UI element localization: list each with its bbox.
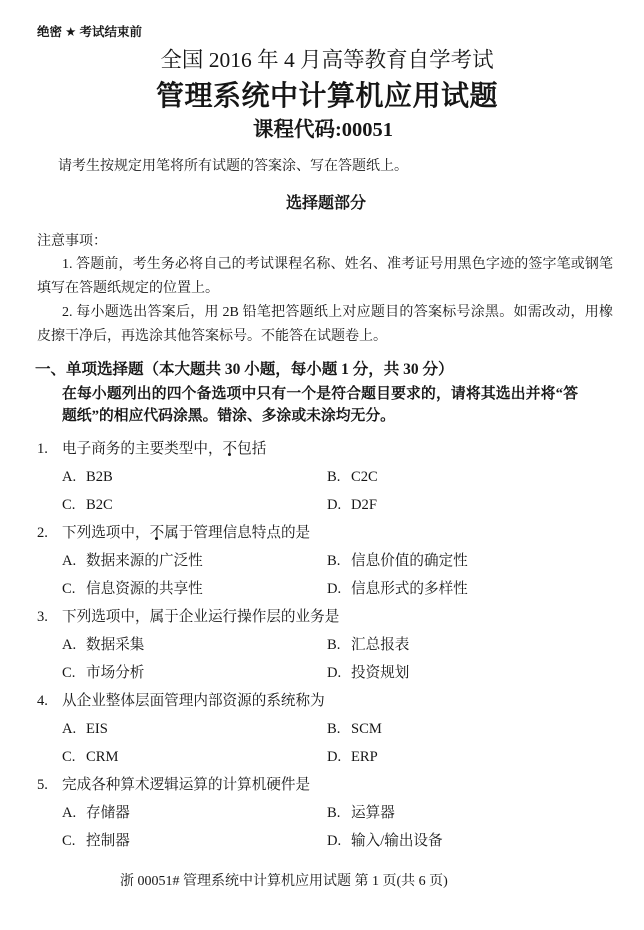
- option-b: [327, 547, 468, 575]
- part-title: 选择题部分: [285, 195, 366, 212]
- question-number: 5.: [37, 777, 48, 793]
- option-row: [37, 799, 607, 827]
- option-text: 汇总报表: [351, 637, 410, 653]
- stem-text: 完成各种算术逻辑运算的计算机硬件是: [62, 777, 311, 793]
- option-row: [37, 743, 607, 771]
- confidential-label: 绝密 ★ 考试结束前: [37, 25, 142, 39]
- question-number: 3.: [37, 609, 48, 625]
- option-row: [37, 827, 607, 855]
- answer-instruction: 请考生按规定用笔将所有试题的答案涂、写在答题纸上。: [58, 159, 408, 174]
- option-letter: A.: [62, 721, 77, 737]
- option-row: [37, 491, 607, 519]
- option-d: [327, 827, 443, 855]
- option-text: 控制器: [86, 833, 130, 849]
- option-row: [37, 631, 607, 659]
- option-text: 数据来源的广泛性: [86, 553, 203, 569]
- option-d: [327, 743, 378, 771]
- question-stem: [37, 519, 607, 547]
- question-3: [37, 603, 607, 687]
- option-d: [327, 659, 409, 687]
- option-row: [37, 575, 607, 603]
- stem-text: 下列选项中，: [62, 525, 150, 541]
- option-letter: B.: [327, 805, 341, 821]
- paper-title: 管理系统中计算机应用试题: [155, 80, 498, 111]
- option-a: [62, 799, 130, 827]
- option-letter: B.: [327, 469, 341, 485]
- notes-list: [37, 253, 613, 349]
- option-letter: A.: [62, 805, 77, 821]
- exam-title: 全国 2016 年 4 月高等教育自学考试: [160, 48, 494, 72]
- option-a: [62, 547, 203, 575]
- option-d: [327, 575, 468, 603]
- option-letter: A.: [62, 637, 77, 653]
- option-letter: C.: [62, 833, 76, 849]
- option-b: [327, 631, 409, 659]
- question-number: 1.: [37, 441, 48, 457]
- option-b: [327, 715, 382, 743]
- option-b: [327, 463, 378, 491]
- question-stem: [37, 771, 607, 799]
- stem-text: 属于管理信息特点的是: [164, 525, 311, 541]
- question-stem: [37, 687, 607, 715]
- option-letter: D.: [327, 749, 342, 765]
- option-text: 存储器: [86, 805, 130, 821]
- option-row: [37, 463, 607, 491]
- option-text: 输入/输出设备: [351, 833, 443, 849]
- option-text: 投资规划: [351, 665, 410, 681]
- stem-text: 电子商务的主要类型中，: [62, 441, 223, 457]
- course-code: 课程代码:00051: [252, 119, 394, 141]
- option-letter: C.: [62, 581, 76, 597]
- option-letter: B.: [327, 637, 341, 653]
- option-text: 市场分析: [86, 665, 145, 681]
- option-text: ERP: [351, 749, 378, 765]
- option-d: [327, 491, 377, 519]
- option-text: B2B: [86, 469, 113, 485]
- option-text: C2C: [351, 469, 378, 485]
- option-text: D2F: [351, 497, 377, 513]
- note-item: 1. 答题前，考生务必将自己的考试课程名称、姓名、准考证号用黑色字迹的签字笔或钢笔填写在答题纸规定的位置上。: [37, 257, 613, 296]
- option-a: [62, 463, 113, 491]
- option-letter: C.: [62, 665, 76, 681]
- option-c: [62, 743, 118, 771]
- option-letter: D.: [327, 497, 342, 513]
- option-letter: B.: [327, 553, 341, 569]
- option-c: [62, 491, 113, 519]
- question-stem: [37, 603, 607, 631]
- question-4: [37, 687, 607, 771]
- question-5: [37, 771, 607, 855]
- question-2: [37, 519, 607, 603]
- option-a: [62, 715, 108, 743]
- emphasized-text: 不: [149, 525, 165, 541]
- option-text: CRM: [86, 749, 119, 765]
- question-list: [37, 435, 607, 855]
- question-1: [37, 435, 607, 519]
- option-letter: D.: [327, 665, 342, 681]
- page-footer: 浙 00051# 管理系统中计算机应用试题 第 1 页(共 6 页): [120, 874, 448, 889]
- option-letter: B.: [327, 721, 341, 737]
- option-a: [62, 631, 144, 659]
- stem-text: 从企业整体层面管理内部资源的系统称为: [62, 693, 325, 709]
- option-c: [62, 827, 130, 855]
- option-text: 数据采集: [86, 637, 145, 653]
- option-text: B2C: [86, 497, 113, 513]
- option-text: 信息价值的确定性: [351, 553, 468, 569]
- option-text: 信息资源的共享性: [86, 581, 203, 597]
- emphasized-text: 不: [222, 441, 238, 457]
- option-letter: C.: [62, 497, 76, 513]
- section-instruction: 在每小题列出的四个备选项中只有一个是符合题目要求的，请将其选出并将“答题纸”的相应代码涂黑。错涂、多涂或未涂均无分。: [62, 386, 578, 424]
- option-letter: A.: [62, 469, 77, 485]
- option-letter: C.: [62, 749, 76, 765]
- option-b: [327, 799, 395, 827]
- section-heading: 一、单项选择题（本大题共 30 小题，每小题 1 分，共 30 分）: [35, 361, 454, 378]
- option-text: 信息形式的多样性: [351, 581, 468, 597]
- option-text: EIS: [86, 721, 108, 737]
- option-c: [62, 659, 144, 687]
- option-letter: D.: [327, 833, 342, 849]
- option-c: [62, 575, 203, 603]
- question-number: 2.: [37, 525, 48, 541]
- notes-heading: 注意事项：: [37, 234, 107, 249]
- option-row: [37, 659, 607, 687]
- option-row: [37, 547, 607, 575]
- option-letter: A.: [62, 553, 77, 569]
- option-text: 运算器: [351, 805, 395, 821]
- note-item: 2. 每小题选出答案后，用 2B 铅笔把答题纸上对应题目的答案标号涂黑。如需改动，用橡皮擦干净后，再选涂其他答案标号。不能答在试题卷上。: [37, 305, 613, 344]
- option-letter: D.: [327, 581, 342, 597]
- stem-text: 包括: [237, 441, 267, 457]
- stem-text: 下列选项中，属于企业运行操作层的业务是: [62, 609, 340, 625]
- option-text: SCM: [351, 721, 382, 737]
- option-row: [37, 715, 607, 743]
- question-number: 4.: [37, 693, 48, 709]
- question-stem: [37, 435, 607, 463]
